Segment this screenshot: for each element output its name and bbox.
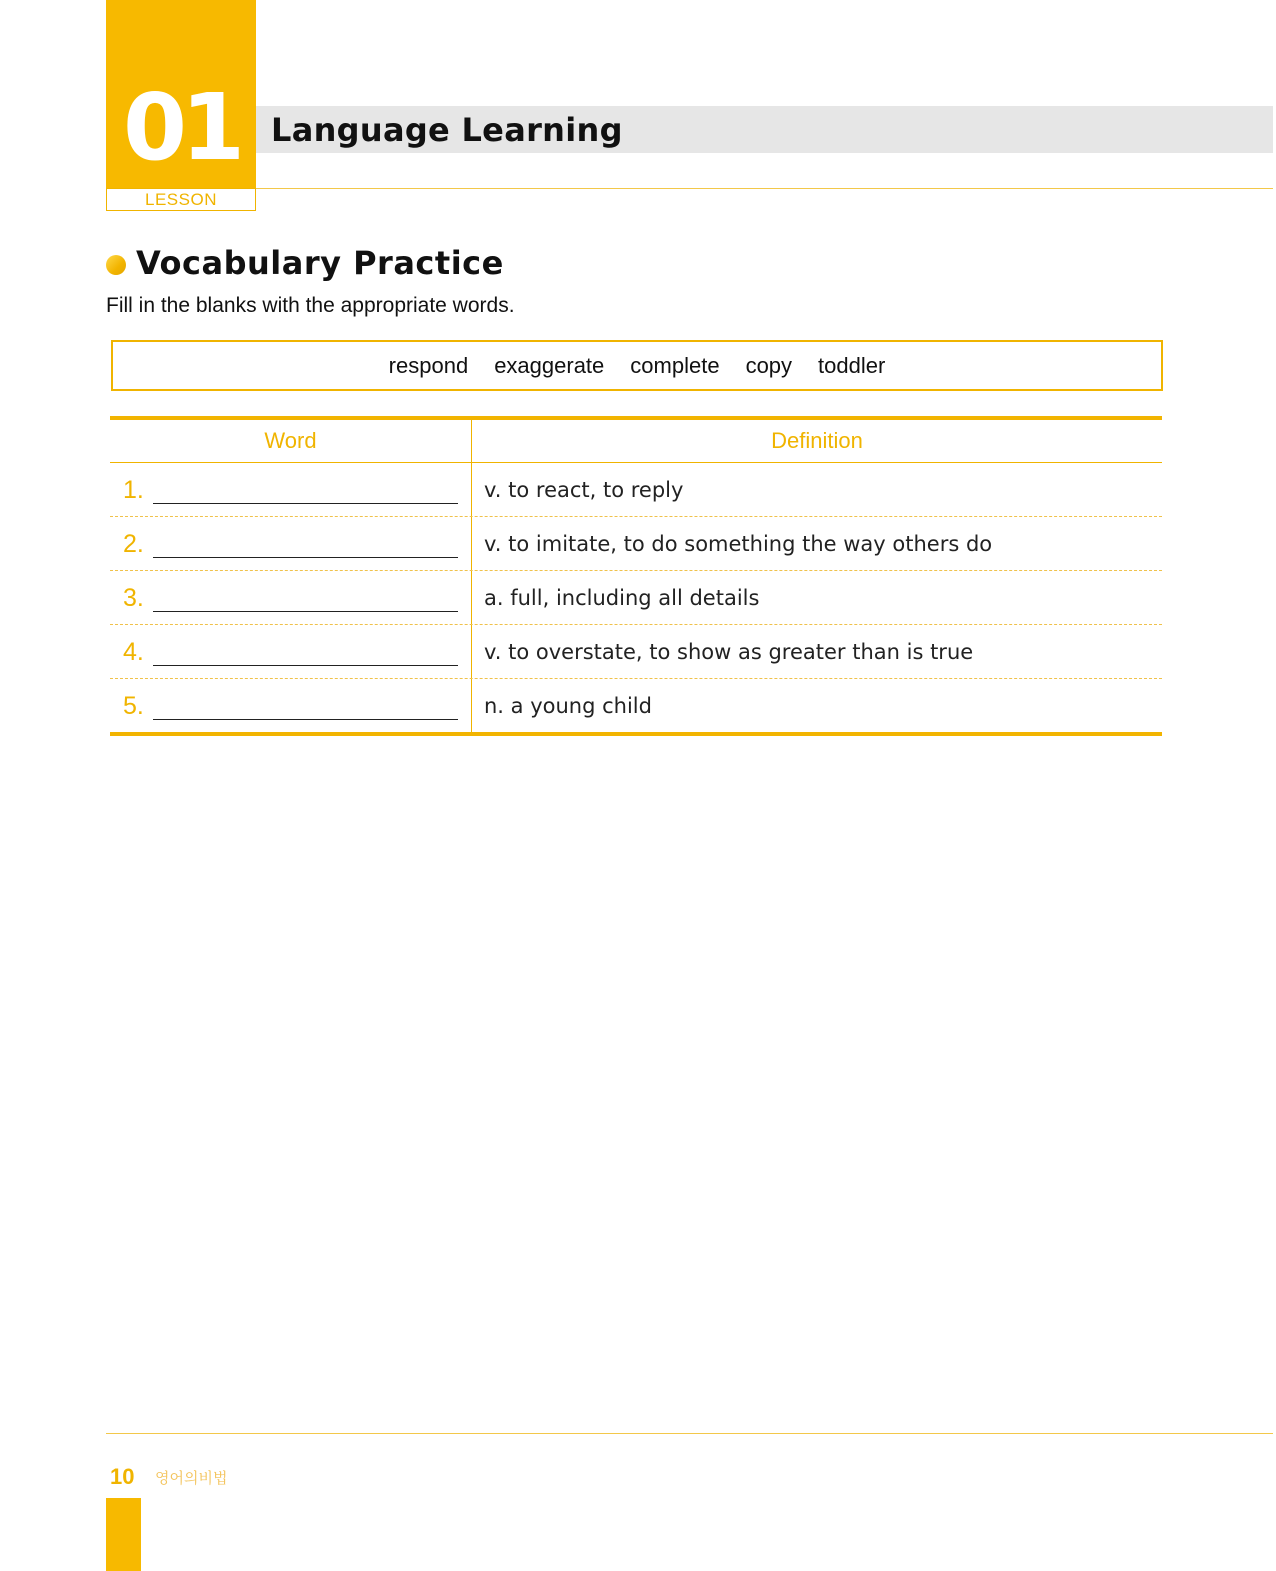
word-bank xyxy=(111,340,1163,391)
word-bank-item: exaggerate xyxy=(494,352,605,378)
word-bank-item: respond xyxy=(388,352,469,378)
footer-divider xyxy=(106,1433,1273,1434)
lesson-number: 01 xyxy=(122,74,240,181)
row-number: 4. xyxy=(123,638,144,666)
table-header xyxy=(110,420,1162,463)
answer-blank[interactable] xyxy=(153,719,458,720)
lesson-badge xyxy=(106,0,256,190)
header-divider xyxy=(256,188,1273,189)
word-bank-item: toddler xyxy=(818,352,886,378)
word-cell xyxy=(110,625,472,678)
table-row xyxy=(110,463,1162,517)
page-number: 10 xyxy=(110,1464,135,1489)
word-cell xyxy=(110,517,472,570)
word-cell xyxy=(110,571,472,624)
table-row xyxy=(110,571,1162,625)
footer-tab xyxy=(106,1498,141,1571)
row-number: 3. xyxy=(123,584,144,612)
definition-cell: n. a young child xyxy=(484,693,652,718)
answer-blank[interactable] xyxy=(153,503,458,504)
row-number: 1. xyxy=(123,476,144,504)
table-row xyxy=(110,517,1162,571)
word-bank-item: copy xyxy=(745,352,793,378)
answer-blank[interactable] xyxy=(153,665,458,666)
answer-blank[interactable] xyxy=(153,557,458,558)
bullet-dot-icon xyxy=(106,255,126,275)
lesson-label-box xyxy=(106,188,256,211)
row-number: 2. xyxy=(123,530,144,558)
vocabulary-table xyxy=(110,416,1162,736)
book-title: 영어의비법 xyxy=(155,1470,228,1487)
definition-cell: a. full, including all details xyxy=(484,585,760,610)
row-number: 5. xyxy=(123,692,144,720)
title-bar xyxy=(256,106,1273,153)
word-cell xyxy=(110,679,472,732)
answer-blank[interactable] xyxy=(153,611,458,612)
page-title: Language Learning xyxy=(271,111,623,149)
lesson-label: LESSON xyxy=(145,190,217,209)
definition-cell: v. to react, to reply xyxy=(484,477,684,502)
instructions: Fill in the blanks with the appropriate words. xyxy=(106,294,515,317)
column-header-definition: Definition xyxy=(771,428,863,453)
word-cell xyxy=(110,463,472,516)
definition-cell: v. to imitate, to do something the way others do xyxy=(484,531,993,556)
word-bank-item: complete xyxy=(630,352,720,378)
table-row xyxy=(110,625,1162,679)
table-row xyxy=(110,679,1162,732)
definition-cell: v. to overstate, to show as greater than is true xyxy=(484,639,974,664)
section-title: Vocabulary Practice xyxy=(136,244,504,282)
column-header-word: Word xyxy=(110,420,472,462)
